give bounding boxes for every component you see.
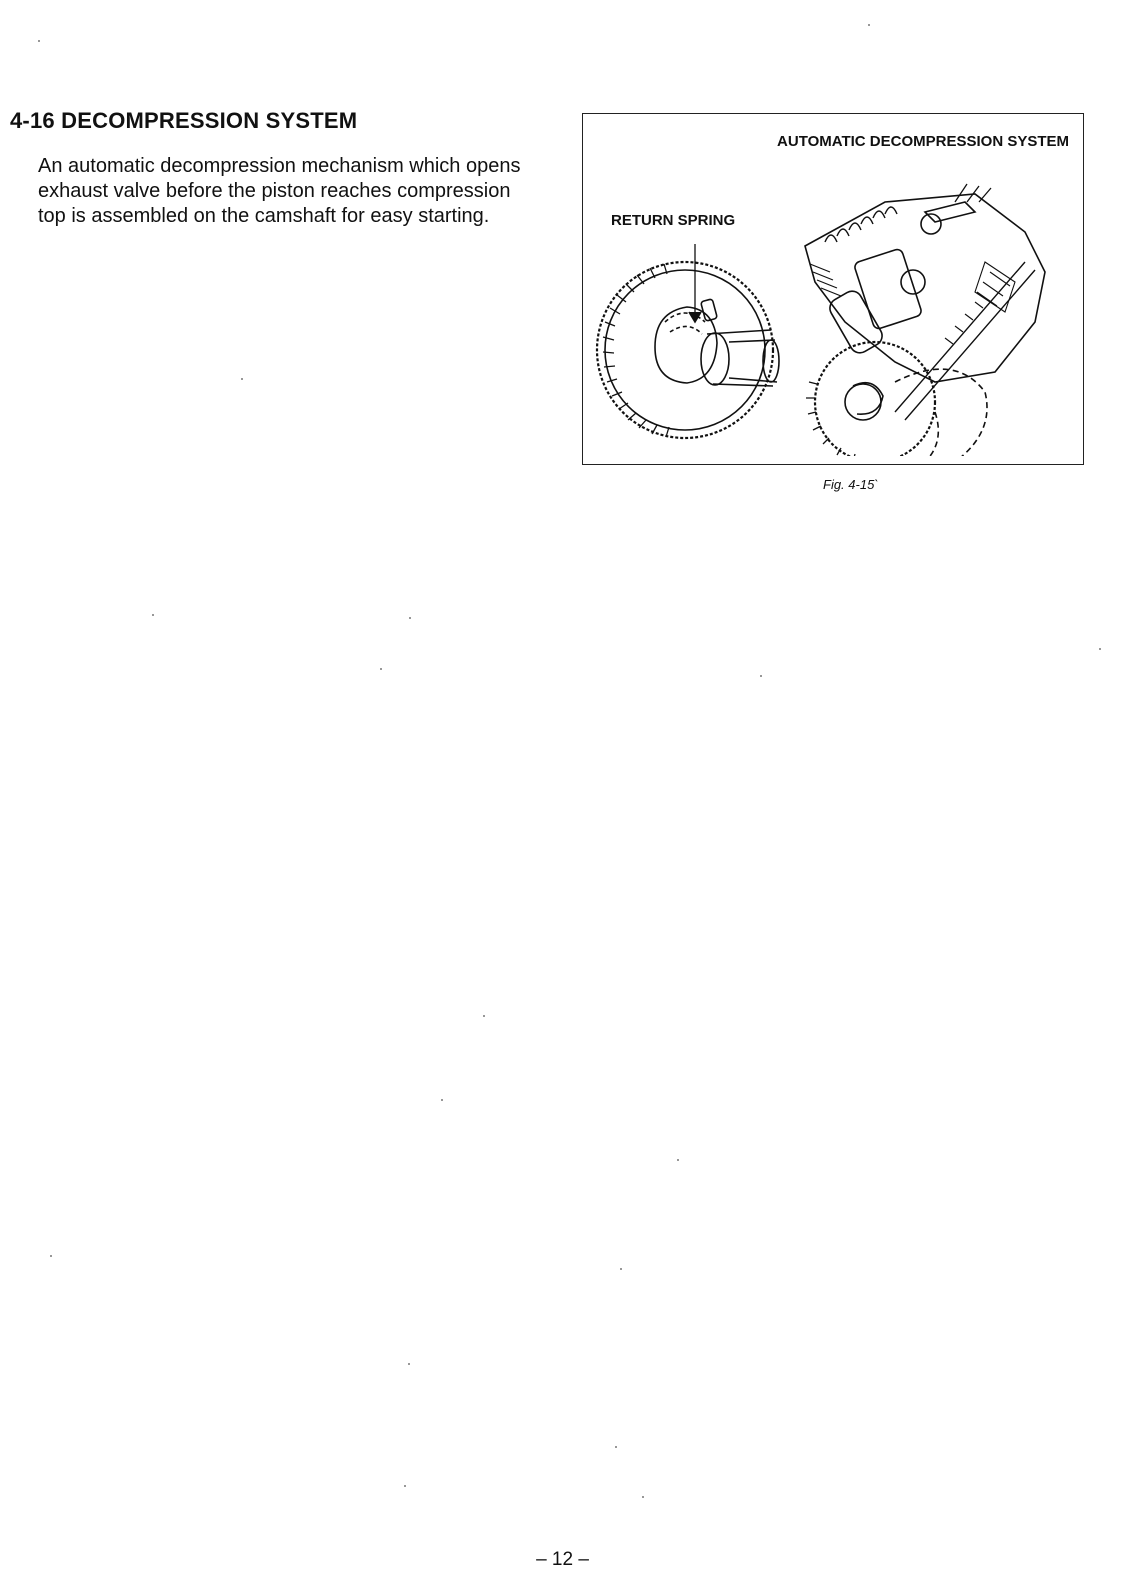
- scan-speck: [483, 1015, 485, 1017]
- figure-frame: [582, 113, 1084, 465]
- figure-title: AUTOMATIC DECOMPRESSION SYSTEM: [777, 133, 1069, 150]
- engine-decompression-illustration: [595, 172, 1073, 456]
- page-number: – 12 –: [536, 1549, 589, 1570]
- scan-speck: [241, 378, 243, 380]
- scan-speck: [441, 1099, 443, 1101]
- scan-speck: [408, 1363, 410, 1365]
- scan-speck: [409, 617, 411, 619]
- scan-speck: [404, 1485, 406, 1487]
- scan-speck: [760, 675, 762, 677]
- scan-speck: [380, 668, 382, 670]
- scan-speck: [38, 40, 40, 42]
- section-body-text: An automatic decompression mechanism which opens exhaust valve before the piston reaches compression top is assembled on the camshaft for easy starting.: [38, 155, 521, 227]
- section-heading: 4-16 DECOMPRESSION SYSTEM: [10, 108, 358, 133]
- scan-speck: [152, 614, 154, 616]
- figure-label-return-spring: RETURN SPRING: [611, 212, 736, 229]
- scan-speck: [677, 1159, 679, 1161]
- scan-speck: [50, 1255, 52, 1257]
- scan-speck: [642, 1496, 644, 1498]
- scan-speck: [868, 24, 870, 26]
- scan-speck: [620, 1268, 622, 1270]
- figure-caption: Fig. 4-15`: [823, 477, 879, 492]
- scan-speck: [1099, 648, 1101, 650]
- scan-speck: [615, 1446, 617, 1448]
